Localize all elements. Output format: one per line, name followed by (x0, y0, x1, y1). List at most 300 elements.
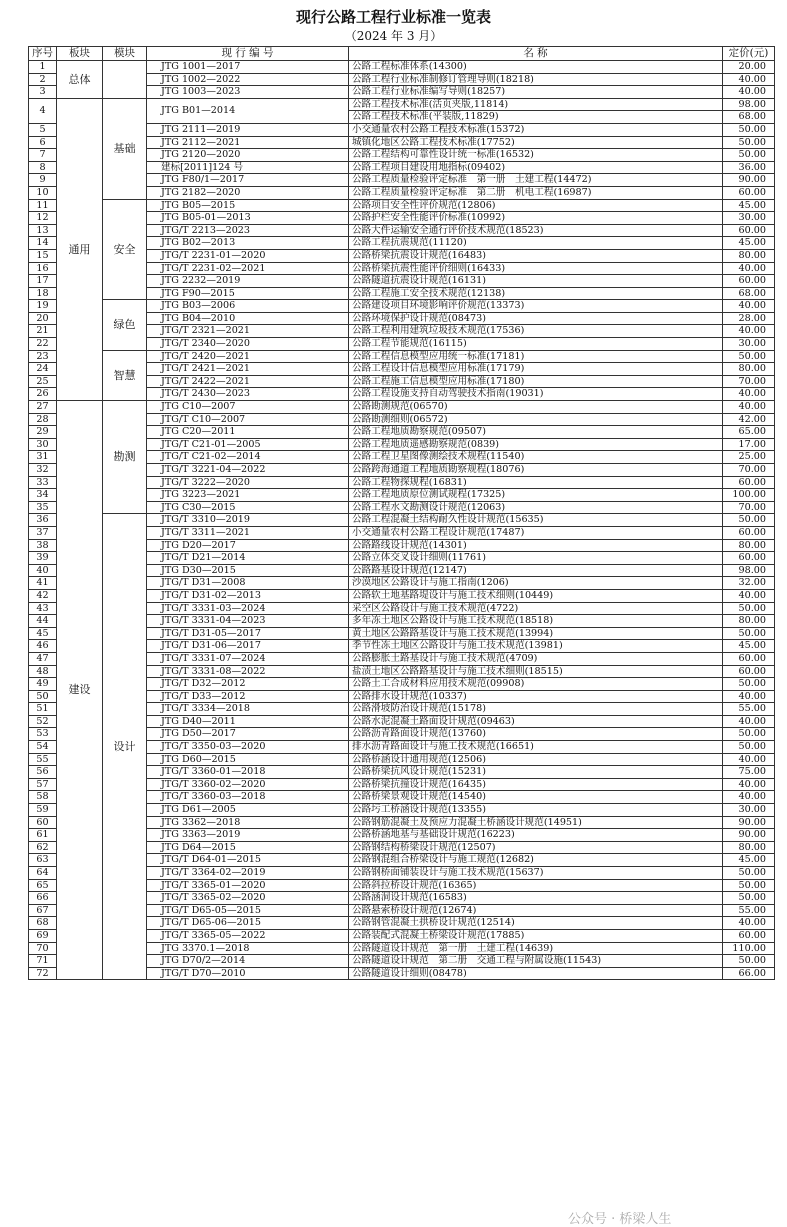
standard-code: JTG F90—2015 (147, 287, 349, 300)
standard-code: JTG D20—2017 (147, 539, 349, 552)
page-subtitle: （2024 年 3 月） (344, 29, 443, 43)
table-row (29, 98, 775, 111)
standard-name: 公路勘测细则(06572) (349, 413, 723, 426)
standard-price: 40.00 (723, 715, 775, 728)
row-number: 49 (29, 678, 57, 691)
standard-name: 公路沥青路面设计规范(13760) (349, 728, 723, 741)
module-anquan: 安全 (103, 199, 147, 300)
row-number: 16 (29, 262, 57, 275)
row-number: 17 (29, 275, 57, 288)
standard-code: JTG/T 2430—2023 (147, 388, 349, 401)
standard-price: 50.00 (723, 955, 775, 968)
standard-price: 60.00 (723, 476, 775, 489)
standard-name: 公路桥梁抗震性能评价细则(16433) (349, 262, 723, 275)
standard-code: JTG 3223—2021 (147, 489, 349, 502)
standard-name: 排水沥青路面设计与施工技术规范(16651) (349, 741, 723, 754)
standard-code: JTG 3363—2019 (147, 829, 349, 842)
standard-code: JTG/T D31—2008 (147, 577, 349, 590)
standard-price: 75.00 (723, 766, 775, 779)
standard-price: 45.00 (723, 854, 775, 867)
standard-price: 28.00 (723, 312, 775, 325)
standard-name: 公路工程卫星图像测绘技术规程(11540) (349, 451, 723, 464)
row-number: 25 (29, 375, 57, 388)
standard-code: JTG/T 3331-03—2024 (147, 602, 349, 615)
standard-code: JTG 2182—2020 (147, 186, 349, 199)
standard-name: 公路隧道抗震设计规范(16131) (349, 275, 723, 288)
standard-price: 60.00 (723, 186, 775, 199)
row-number: 36 (29, 514, 57, 527)
standard-code: JTG/T 3334—2018 (147, 703, 349, 716)
row-number: 18 (29, 287, 57, 300)
row-number: 37 (29, 526, 57, 539)
module-lvse: 绿色 (103, 300, 147, 350)
standard-price: 17.00 (723, 438, 775, 451)
row-number: 23 (29, 350, 57, 363)
standard-code: JTG/T C21-02—2014 (147, 451, 349, 464)
standard-name: 公路桥梁抗撞设计规范(16435) (349, 778, 723, 791)
row-number: 3 (29, 86, 57, 99)
row-number: 31 (29, 451, 57, 464)
standard-code: JTG/T C21-01—2005 (147, 438, 349, 451)
standard-price: 100.00 (723, 489, 775, 502)
standard-price: 45.00 (723, 640, 775, 653)
row-number: 33 (29, 476, 57, 489)
row-number: 2 (29, 73, 57, 86)
standard-price: 80.00 (723, 841, 775, 854)
standard-code: JTG/T 3331-07—2024 (147, 652, 349, 665)
row-number: 6 (29, 136, 57, 149)
watermark: 公众号 · 桥梁人生 (565, 1208, 674, 1227)
standard-code: JTG/T D65-05—2015 (147, 904, 349, 917)
row-number: 61 (29, 829, 57, 842)
standard-price: 50.00 (723, 879, 775, 892)
standard-code: JTG/T 3365-02—2020 (147, 892, 349, 905)
row-number: 62 (29, 841, 57, 854)
table-row (29, 350, 775, 363)
standard-code: JTG D64—2015 (147, 841, 349, 854)
standard-price: 30.00 (723, 338, 775, 351)
standard-name: 公路工程利用建筑垃圾技术规范(17536) (349, 325, 723, 338)
row-number: 54 (29, 741, 57, 754)
standard-price: 98.00 (723, 98, 775, 111)
standard-name: 公路工程结构可靠性设计统一标准(16532) (349, 149, 723, 162)
standard-name: 公路立体交叉设计细则(11761) (349, 552, 723, 565)
standard-code: JTG 2232—2019 (147, 275, 349, 288)
standard-code: JTG D40—2011 (147, 715, 349, 728)
row-number: 4 (29, 98, 57, 123)
standard-price: 110.00 (723, 942, 775, 955)
standard-code: JTG F80/1—2017 (147, 174, 349, 187)
standard-code: JTG 2112—2021 (147, 136, 349, 149)
row-number: 41 (29, 577, 57, 590)
standard-price: 90.00 (723, 816, 775, 829)
module-sheji: 设计 (103, 514, 147, 980)
header-board: 板块 (57, 47, 103, 61)
standard-name: 公路膨胀土路基设计与施工技术规范(4709) (349, 652, 723, 665)
standard-code: JTG B01—2014 (147, 98, 349, 123)
standard-name: 公路工程质量检验评定标准 第一册 土建工程(14472) (349, 174, 723, 187)
standard-price: 40.00 (723, 917, 775, 930)
standard-price: 40.00 (723, 589, 775, 602)
standard-code: JTG/T D21—2014 (147, 552, 349, 565)
standard-code: JTG D70/2—2014 (147, 955, 349, 968)
standard-code: JTG/T 3364-02—2019 (147, 867, 349, 880)
row-number: 30 (29, 438, 57, 451)
standard-name: 公路斜拉桥设计规范(16365) (349, 879, 723, 892)
standard-price: 50.00 (723, 728, 775, 741)
row-number: 13 (29, 224, 57, 237)
standard-code: JTG 2120—2020 (147, 149, 349, 162)
standard-price: 68.00 (723, 287, 775, 300)
standard-name: 公路工程标准体系(14300) (349, 61, 723, 74)
standard-price: 40.00 (723, 791, 775, 804)
standard-name: 小交通量农村公路工程技术标准(15372) (349, 123, 723, 136)
header-code: 现 行 编 号 (147, 47, 349, 61)
standard-name: 公路工程抗震规范(11120) (349, 237, 723, 250)
module-zhihui: 智慧 (103, 350, 147, 400)
standard-code: JTG/T 2340—2020 (147, 338, 349, 351)
standard-price: 60.00 (723, 665, 775, 678)
standard-price: 40.00 (723, 86, 775, 99)
standard-code: JTG B04—2010 (147, 312, 349, 325)
standard-name: 公路工程施工安全技术规范(12138) (349, 287, 723, 300)
table-header-row (29, 47, 775, 61)
standard-price: 60.00 (723, 275, 775, 288)
standard-code: JTG/T D65-06—2015 (147, 917, 349, 930)
module-empty (103, 61, 147, 99)
standard-name: 黄土地区公路路基设计与施工技术规范(13994) (349, 627, 723, 640)
standard-code: JTG/T D33—2012 (147, 690, 349, 703)
standard-price: 30.00 (723, 804, 775, 817)
row-number: 44 (29, 615, 57, 628)
module-kance: 勘测 (103, 401, 147, 514)
standard-price: 40.00 (723, 778, 775, 791)
standard-name: 公路环境保护设计规范(08473) (349, 312, 723, 325)
standard-price: 50.00 (723, 602, 775, 615)
standard-code: JTG B05—2015 (147, 199, 349, 212)
standard-price: 50.00 (723, 678, 775, 691)
row-number: 71 (29, 955, 57, 968)
standard-name: 公路护栏安全性能评价标准(10992) (349, 212, 723, 225)
standard-price: 36.00 (723, 161, 775, 174)
row-number: 26 (29, 388, 57, 401)
standard-name: 公路路基设计规范(12147) (349, 564, 723, 577)
standard-name: 公路桥梁抗风设计规范(15231) (349, 766, 723, 779)
standard-price: 60.00 (723, 929, 775, 942)
row-number: 48 (29, 665, 57, 678)
table-row (29, 199, 775, 212)
standard-name: 公路软土地基路堤设计与施工技术细则(10449) (349, 589, 723, 602)
standard-code: JTG D61—2005 (147, 804, 349, 817)
row-number: 39 (29, 552, 57, 565)
row-number: 63 (29, 854, 57, 867)
standard-code: JTG/T 2321—2021 (147, 325, 349, 338)
standard-price: 80.00 (723, 615, 775, 628)
standard-code: JTG/T D31-02—2013 (147, 589, 349, 602)
header-no: 序号 (29, 47, 57, 61)
standard-code: JTG/T 2213—2023 (147, 224, 349, 237)
standard-code: JTG/T 2420—2021 (147, 350, 349, 363)
standard-name: 公路工程项目建设用地指标(09402) (349, 161, 723, 174)
row-number: 46 (29, 640, 57, 653)
standard-name: 公路工程技术标准(平装版,11829) (349, 111, 723, 124)
standard-price: 80.00 (723, 249, 775, 262)
standard-name: 公路钢筋混凝土及预应力混凝土桥涵设计规范(14951) (349, 816, 723, 829)
standard-price: 45.00 (723, 237, 775, 250)
standard-name: 公路大件运输安全通行评价技术规范(18523) (349, 224, 723, 237)
row-number: 45 (29, 627, 57, 640)
standard-code: JTG B02—2013 (147, 237, 349, 250)
standard-code: JTG 1001—2017 (147, 61, 349, 74)
standard-name: 公路涵洞设计规范(16583) (349, 892, 723, 905)
row-number: 12 (29, 212, 57, 225)
standard-price: 68.00 (723, 111, 775, 124)
standard-price: 50.00 (723, 350, 775, 363)
standard-name: 公路工程节能规范(16115) (349, 338, 723, 351)
standard-code: JTG B05-01—2013 (147, 212, 349, 225)
standard-name: 公路工程水文勘测设计规范(12063) (349, 501, 723, 514)
standard-price: 32.00 (723, 577, 775, 590)
row-number: 9 (29, 174, 57, 187)
standard-name: 多年冻土地区公路设计与施工技术规范(18518) (349, 615, 723, 628)
standard-name: 公路隧道设计规范 第二册 交通工程与附属设施(11543) (349, 955, 723, 968)
standard-price: 40.00 (723, 300, 775, 313)
row-number: 38 (29, 539, 57, 552)
standard-price: 70.00 (723, 375, 775, 388)
standard-name: 沙漠地区公路设计与施工指南(1206) (349, 577, 723, 590)
standard-price: 50.00 (723, 136, 775, 149)
row-number: 52 (29, 715, 57, 728)
standard-price: 30.00 (723, 212, 775, 225)
standard-price: 60.00 (723, 526, 775, 539)
row-number: 22 (29, 338, 57, 351)
row-number: 69 (29, 929, 57, 942)
table-row (29, 514, 775, 527)
standard-code: JTG/T D70—2010 (147, 967, 349, 980)
standard-code: JTG/T 2421—2021 (147, 363, 349, 376)
standard-price: 50.00 (723, 741, 775, 754)
standard-price: 50.00 (723, 627, 775, 640)
standard-price: 70.00 (723, 501, 775, 514)
row-number: 50 (29, 690, 57, 703)
standard-name: 公路工程质量检验评定标准 第二册 机电工程(16987) (349, 186, 723, 199)
header-price: 定价(元) (723, 47, 775, 61)
standard-name: 公路钢混组合桥梁设计与施工规范(12682) (349, 854, 723, 867)
standards-table (28, 46, 775, 980)
standard-name: 公路排水设计规范(10337) (349, 690, 723, 703)
standard-name: 公路钢桥面铺装设计与施工技术规范(15637) (349, 867, 723, 880)
standard-code: JTG D50—2017 (147, 728, 349, 741)
standard-name: 公路桥涵地基与基础设计规范(16223) (349, 829, 723, 842)
standard-code: JTG/T D64-01—2015 (147, 854, 349, 867)
standard-name: 公路圬工桥涵设计规范(13355) (349, 804, 723, 817)
row-number: 24 (29, 363, 57, 376)
standard-price: 40.00 (723, 690, 775, 703)
row-number: 59 (29, 804, 57, 817)
table-body (29, 61, 775, 980)
standard-code: JTG/T 3310—2019 (147, 514, 349, 527)
row-number: 29 (29, 426, 57, 439)
row-number: 68 (29, 917, 57, 930)
row-number: 35 (29, 501, 57, 514)
standard-name: 盐渍土地区公路路基设计与施工技术细则(18515) (349, 665, 723, 678)
standard-code: JTG/T 3365-05—2022 (147, 929, 349, 942)
standard-code: JTG/T 3222—2020 (147, 476, 349, 489)
standard-price: 60.00 (723, 224, 775, 237)
standard-name: 公路工程混凝土结构耐久性设计规范(15635) (349, 514, 723, 527)
standard-name: 公路工程地质遥感勘察规范(0839) (349, 438, 723, 451)
standard-code: JTG/T 3360-03—2018 (147, 791, 349, 804)
standard-name: 公路桥梁抗震设计规范(16483) (349, 249, 723, 262)
standard-price: 25.00 (723, 451, 775, 464)
module-jichu: 基础 (103, 98, 147, 199)
standard-price: 55.00 (723, 904, 775, 917)
standard-name: 公路悬索桥设计规范(12674) (349, 904, 723, 917)
standard-name: 公路跨海通道工程地质勘察规程(18076) (349, 464, 723, 477)
header-name: 名 称 (349, 47, 723, 61)
standard-code: JTG/T 3331-08—2022 (147, 665, 349, 678)
standard-name: 公路勘测规范(06570) (349, 401, 723, 414)
standard-code: JTG/T 3365-01—2020 (147, 879, 349, 892)
standard-code: JTG/T C10—2007 (147, 413, 349, 426)
row-number: 43 (29, 602, 57, 615)
standard-code: JTG C30—2015 (147, 501, 349, 514)
standard-name: 公路隧道设计细则(08478) (349, 967, 723, 980)
row-number: 66 (29, 892, 57, 905)
standard-code: JTG/T 2231-01—2020 (147, 249, 349, 262)
row-number: 15 (29, 249, 57, 262)
standard-name: 公路工程技术标准(活页夹版,11814) (349, 98, 723, 111)
standard-price: 40.00 (723, 262, 775, 275)
table-row (29, 401, 775, 414)
standard-name: 公路工程行业标准编写导则(18257) (349, 86, 723, 99)
standard-name: 公路工程设施支持自动驾驶技术指南(19031) (349, 388, 723, 401)
standard-price: 80.00 (723, 363, 775, 376)
standard-code: JTG C20—2011 (147, 426, 349, 439)
row-number: 51 (29, 703, 57, 716)
row-number: 56 (29, 766, 57, 779)
row-number: 8 (29, 161, 57, 174)
standard-code: JTG/T D31-05—2017 (147, 627, 349, 640)
row-number: 7 (29, 149, 57, 162)
standard-code: JTG B03—2006 (147, 300, 349, 313)
row-number: 72 (29, 967, 57, 980)
standard-price: 60.00 (723, 552, 775, 565)
standard-name: 公路工程设计信息模型应用标准(17179) (349, 363, 723, 376)
standard-price: 90.00 (723, 174, 775, 187)
table-row (29, 61, 775, 74)
standard-code: JTG/T D32—2012 (147, 678, 349, 691)
standard-code: 建标[2011]124 号 (147, 161, 349, 174)
standard-code: JTG/T 2422—2021 (147, 375, 349, 388)
standard-price: 50.00 (723, 149, 775, 162)
standard-name: 公路水泥混凝土路面设计规范(09463) (349, 715, 723, 728)
standard-name: 公路工程施工信息模型应用标准(17180) (349, 375, 723, 388)
standard-price: 42.00 (723, 413, 775, 426)
standard-code: JTG/T 3360-01—2018 (147, 766, 349, 779)
standard-price: 66.00 (723, 967, 775, 980)
row-number: 11 (29, 199, 57, 212)
row-number: 20 (29, 312, 57, 325)
standard-name: 公路桥涵设计通用规范(12506) (349, 753, 723, 766)
standard-name: 公路工程地质原位测试规程(17325) (349, 489, 723, 502)
standard-name: 公路建设项目环境影响评价规范(13373) (349, 300, 723, 313)
standard-price: 50.00 (723, 123, 775, 136)
row-number: 58 (29, 791, 57, 804)
row-number: 27 (29, 401, 57, 414)
standard-name: 公路桥梁景观设计规范(14540) (349, 791, 723, 804)
page-title: 现行公路工程行业标准一览表 (295, 8, 491, 26)
row-number: 28 (29, 413, 57, 426)
standard-price: 60.00 (723, 652, 775, 665)
row-number: 42 (29, 589, 57, 602)
standard-code: JTG/T 2231-02—2021 (147, 262, 349, 275)
row-number: 19 (29, 300, 57, 313)
standard-price: 80.00 (723, 539, 775, 552)
standard-code: JTG/T D31-06—2017 (147, 640, 349, 653)
standard-price: 70.00 (723, 464, 775, 477)
row-number: 32 (29, 464, 57, 477)
standard-name: 公路工程物探规程(16831) (349, 476, 723, 489)
standard-price: 98.00 (723, 564, 775, 577)
standard-name: 小交通量农村公路工程设计规范(17487) (349, 526, 723, 539)
standard-price: 90.00 (723, 829, 775, 842)
standard-code: JTG 2111—2019 (147, 123, 349, 136)
standard-name: 公路土工合成材料应用技术规范(09908) (349, 678, 723, 691)
row-number: 70 (29, 942, 57, 955)
row-number: 64 (29, 867, 57, 880)
row-number: 55 (29, 753, 57, 766)
row-number: 5 (29, 123, 57, 136)
standard-name: 公路装配式混凝土桥梁设计规范(17885) (349, 929, 723, 942)
standard-code: JTG 3362—2018 (147, 816, 349, 829)
standard-name: 城镇化地区公路工程技术标准(17752) (349, 136, 723, 149)
board-jianshe: 建设 (57, 401, 103, 980)
standard-name: 公路路线设计规范(14301) (349, 539, 723, 552)
row-number: 57 (29, 778, 57, 791)
standard-code: JTG/T 3331-04—2023 (147, 615, 349, 628)
standard-code: JTG/T 3311—2021 (147, 526, 349, 539)
standard-price: 20.00 (723, 61, 775, 74)
standard-price: 50.00 (723, 892, 775, 905)
standard-name: 公路工程行业标准制修订管理导则(18218) (349, 73, 723, 86)
standard-price: 40.00 (723, 388, 775, 401)
standard-code: JTG 1002—2022 (147, 73, 349, 86)
standard-code: JTG 3370.1—2018 (147, 942, 349, 955)
row-number: 21 (29, 325, 57, 338)
standard-code: JTG/T 3221-04—2022 (147, 464, 349, 477)
row-number: 40 (29, 564, 57, 577)
row-number: 14 (29, 237, 57, 250)
standard-code: JTG C10—2007 (147, 401, 349, 414)
row-number: 1 (29, 61, 57, 74)
standard-name: 公路滑坡防治设计规范(15178) (349, 703, 723, 716)
standard-code: JTG D60—2015 (147, 753, 349, 766)
standard-price: 55.00 (723, 703, 775, 716)
standard-code: JTG 1003—2023 (147, 86, 349, 99)
standard-code: JTG/T 3350-03—2020 (147, 741, 349, 754)
standard-price: 40.00 (723, 325, 775, 338)
standard-price: 40.00 (723, 401, 775, 414)
standard-price: 50.00 (723, 514, 775, 527)
standard-price: 40.00 (723, 753, 775, 766)
standard-price: 50.00 (723, 867, 775, 880)
header-module: 模块 (103, 47, 147, 61)
standard-name: 季节性冻土地区公路设计与施工技术规范(13981) (349, 640, 723, 653)
standard-name: 公路项目安全性评价规范(12806) (349, 199, 723, 212)
standard-price: 40.00 (723, 73, 775, 86)
board-zongti: 总体 (57, 61, 103, 99)
